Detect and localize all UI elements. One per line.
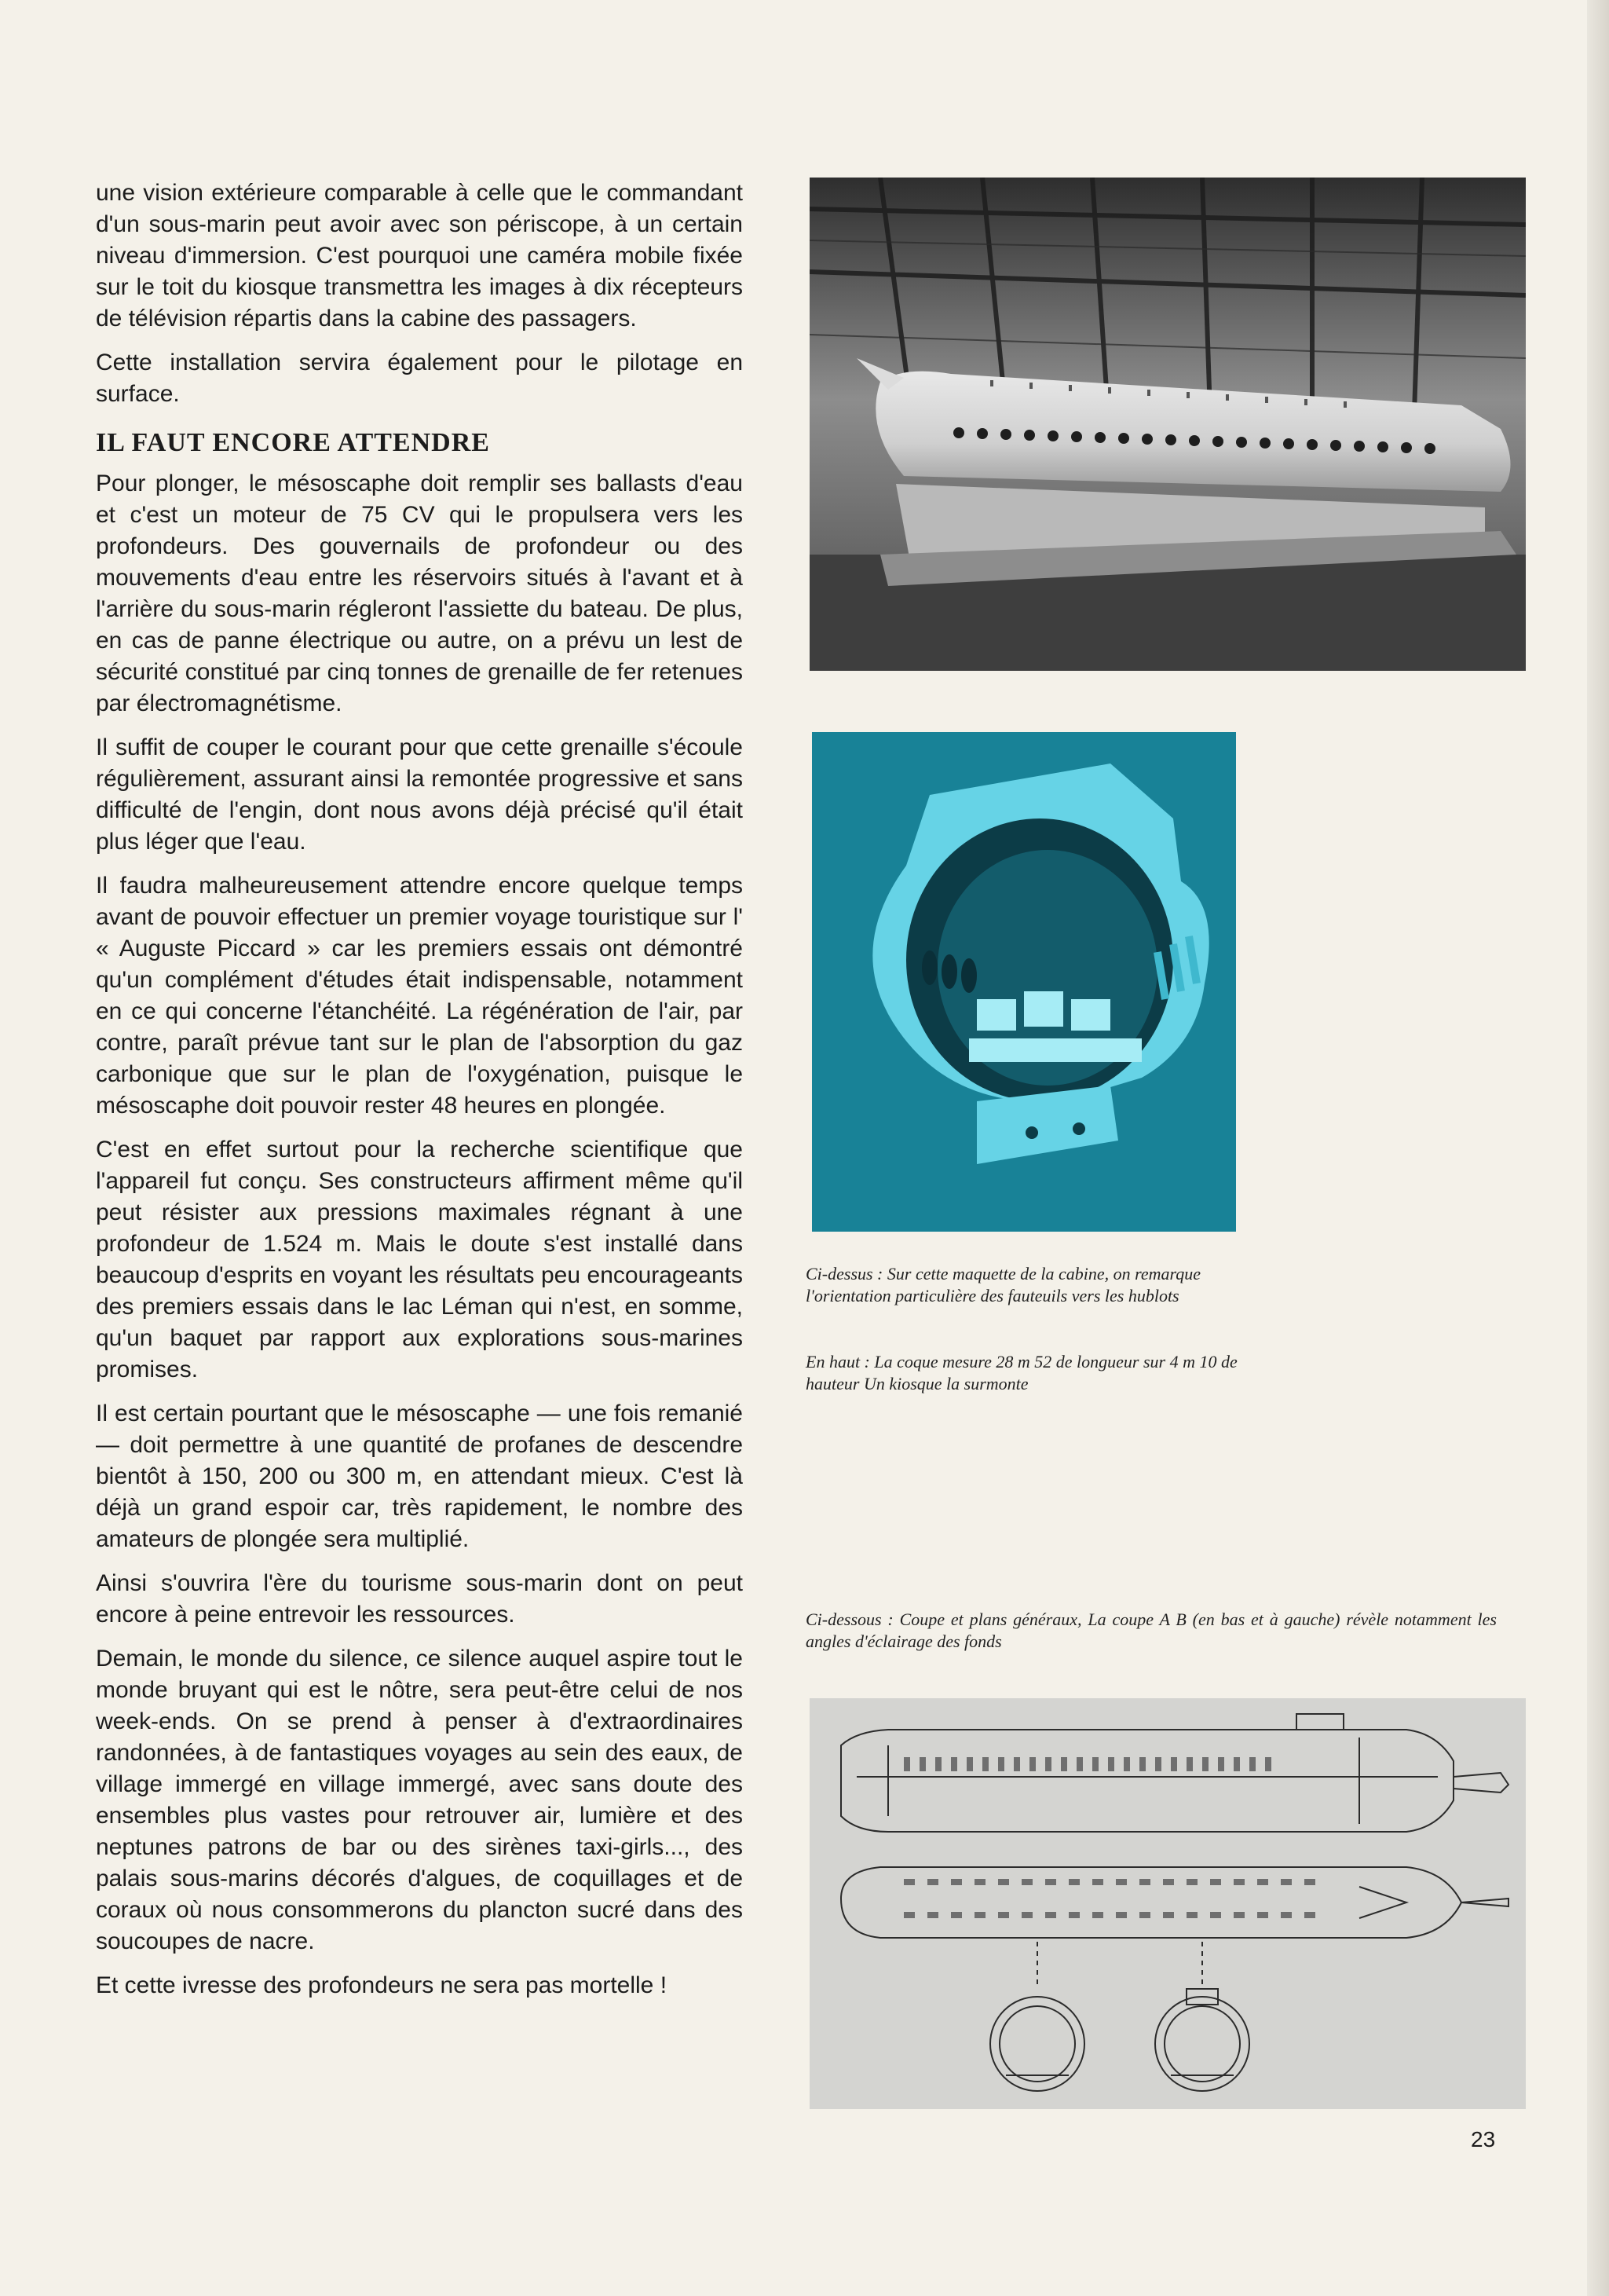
paragraph: Pour plonger, le mésoscaphe doit remplir ses ballasts d'eau et c'est un moteur de 75 CV qui le propulsera vers les profondeurs. Des gouvernails de profondeur ou des mouvements d'eau entre les réservoirs situés à l'avant et à l'arrière du sous-marin régleront l'assiette du bateau. De plus, en cas de panne électrique ou autre, on a prévu un lest de sécurité constitué par cinq tonnes de grenaille de fer retenues par électromagnétisme. <box>96 471 743 716</box>
paragraph: une vision extérieure comparable à celle que le commandant d'un sous-marin peut avoir avec son périscope, à un certain niveau d'immersion. C'est pourquoi une caméra mobile fixée sur le toit du kiosque transmettra les images à dix récepteurs de télévision répartis dans la cabine des passagers. <box>96 180 743 331</box>
section-heading: IL FAUT ENCORE ATTENDRE <box>96 428 490 457</box>
caption-model: Ci-dessus : Sur cette maquette de la cabine, on remarque l'orientation particulière des fauteuils vers les hublots <box>806 1264 1201 1305</box>
paragraph: Cette installation servira également pour le pilotage en surface. <box>96 350 743 407</box>
paragraph: Il faudra malheureusement attendre encore quelque temps avant de pouvoir effectuer un premier voyage touristique sur l' « Auguste Piccard » car les premiers essais ont démontré qu'un complément d'études était indispensable, notamment en ce qui concerne l'étanchéité. La régénération de l'air, par contre, paraît prévue tant sur le plan de l'absorption du gaz carbonique que sur le plan de l'oxygénation, puisque le mésoscaphe doit pouvoir rester 48 heures en plongée. <box>96 873 743 1119</box>
paragraph: Et cette ivresse des profondeurs ne sera pas mortelle ! <box>96 1972 667 1998</box>
paragraph: Il est certain pourtant que le mésoscaphe — une fois remanié — doit permettre à une quantité de profanes de descendre bientôt à 150, 200 ou 300 m, en attendant mieux. C'est là déjà un grand espoir car, très rapidement, le nombre des amateurs de plongée sera multiplié. <box>96 1401 743 1552</box>
hull-photo <box>810 178 1526 671</box>
paragraph: Il suffit de couper le courant pour que cette grenaille s'écoule régulièrement, assurant ainsi la remontée progressive et sans difficulté de l'engin, dont nous avons déjà précisé qu'il était plus léger que l'eau. <box>96 734 743 855</box>
paragraph: Ainsi s'ouvrira l'ère du tourisme sous-marin dont on peut encore à peine entrevoir les ressources. <box>96 1570 743 1628</box>
caption-hull: En haut : La coque mesure 28 m 52 de longueur sur 4 m 10 de hauteur Un kiosque la surmonte <box>806 1352 1238 1393</box>
caption-plans: Ci-dessous : Coupe et plans généraux, La coupe A B (en bas et à gauche) révèle notamment les angles d'éclairage des fonds <box>806 1609 1497 1651</box>
paragraph: Demain, le monde du silence, ce silence auquel aspire tout le monde bruyant qui est le nôtre, sera peut-être celui de nos week-ends. On se prend à penser à d'extraordinaires randonnées, à de fantastiques voyages au sein des eaux, de village immergé en village immergé, avec sans doute des ensembles plus vastes pour retrouver air, lumière et des neptunes patrons de bar ou des sirènes taxi-girls..., des palais sous-marins décorés d'algues, de coquillages et de coraux où nous consommerons du plancton sucré dans des soucoupes de nacre. <box>96 1646 743 1954</box>
cabin-model-photo <box>812 732 1236 1232</box>
paragraph: C'est en effet surtout pour la recherche scientifique que l'appareil fut conçu. Ses constructeurs affirment même qu'il peut résister aux pressions maximales régnant à une profondeur de 1.524 m. Mais le doute s'est installé dans beaucoup d'esprits en voyant les résultats peu encourageants des premiers essais dans le lac Léman qui n'est, en somme, qu'un baquet par rapport aux explorations sous-marines promises. <box>96 1137 743 1382</box>
technical-plans-drawing <box>810 1698 1526 2109</box>
page-edge <box>1587 0 1609 2296</box>
page-number: 23 <box>1471 2127 1496 2151</box>
article-column <box>96 178 743 2014</box>
